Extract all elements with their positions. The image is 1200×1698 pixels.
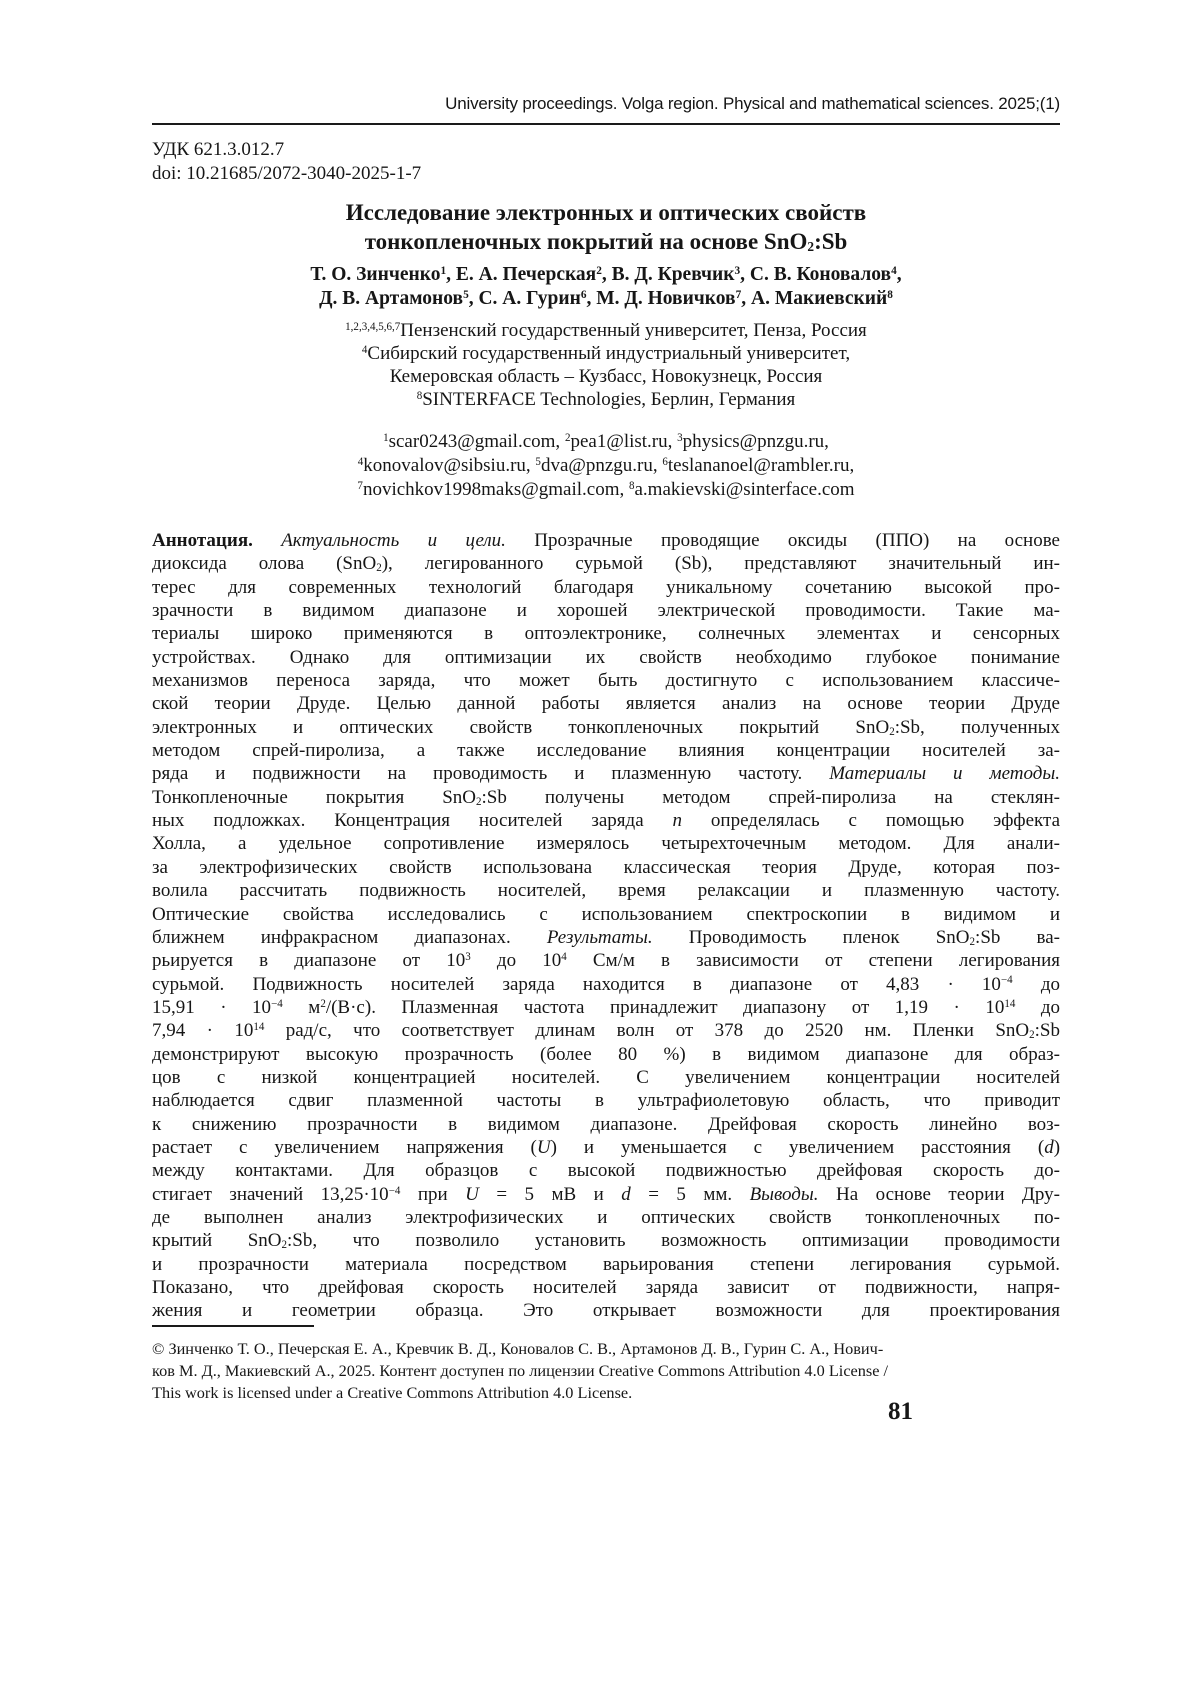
abstract-line: диоксида олова (SnO$_2$), легированного сурьмой (Sb), представляют значительный ин- — [152, 553, 1060, 575]
footnote-line: ков М. Д., Макиевский А., 2025. Контент доступен по лицензии Creative Commons Attribution 4.0 License / — [152, 1360, 889, 1380]
authors-block — [152, 263, 1060, 311]
paper-title-line: Исследование электронных и оптических свойств — [345, 200, 867, 225]
abstract-line: волила рассчитать подвижность носителей, время релаксации и плазменную частоту. — [152, 880, 1060, 902]
emails-block — [152, 430, 1060, 502]
abstract-line: Тонкопленочные покрытия SnO$_2$:Sb получены методом спрей-пиролиза на стеклян- — [152, 786, 1060, 808]
paper-title-line: тонкопленочных покрытий на основе SnO$_2$:Sb — [364, 229, 848, 255]
footnote-rule — [152, 1325, 314, 1327]
affiliation-line: $^4$Сибирский государственный индустриальный университет, — [361, 343, 851, 364]
email-line: $^4$konovalov@sibsiu.ru, $^5$dva@pnzgu.ru, $^6$teslananoel@rambler.ru, — [357, 455, 855, 476]
abstract-line: электронных и оптических свойств тонкопленочных покрытий SnO$_2$:Sb, полученных — [152, 716, 1060, 738]
authors-line: Т. О. Зинченко$^1$, Е. А. Печерская$^2$, В. Д. Кревчик$^3$, С. В. Коновалов$^4$, — [310, 264, 902, 285]
affiliation-line: $^{1,2,3,4,5,6,7}$Пензенский государственный университет, Пенза, Россия — [345, 320, 867, 341]
abstract-line: терес для современных технологий благодаря уникальному сочетанию высокой про- — [152, 576, 1060, 598]
abstract-line: между контактами. Для образцов с высокой подвижностью дрейфовая скорость до- — [152, 1160, 1060, 1182]
abstract-line: за электрофизических свойств использована классическая теория Друде, которая поз- — [152, 856, 1060, 878]
abstract-line: наблюдается сдвиг плазменной частоты в ультрафиолетовую область, что приводит — [152, 1090, 1060, 1112]
abstract-line: и прозрачности материала посредством варьирования степени легирования сурьмой. — [152, 1253, 1060, 1275]
abstract-line: сурьмой. Подвижность носителей заряда находится в диапазоне от $4,83 \cdot 10^{-4}$ до — [152, 973, 1060, 995]
affiliations-block — [152, 319, 1060, 411]
abstract-line: ской теории Друде. Целью данной работы является анализ на основе теории Друде — [152, 693, 1060, 715]
abstract-line: Холла, а удельное сопротивление измерялось четырехточечным методом. Для анали- — [152, 833, 1060, 855]
footnote-line: © Зинченко Т. О., Печерская Е. А., Кревчик В. Д., Коновалов С. В., Артамонов Д. В., Гурин С. А., Нович- — [152, 1338, 884, 1358]
authors-line: Д. В. Артамонов$^5$, С. А. Гурин$^6$, М. Д. Новичков$^7$, А. Макиевский$^8$ — [319, 288, 893, 309]
abstract-block — [152, 529, 1060, 1323]
abstract-line: Показано, что дрейфовая скорость носителей заряда зависит от подвижности, напря- — [152, 1277, 1060, 1298]
abstract-line: методом спрей-пиролиза, а также исследование влияния концентрации носителей за- — [152, 740, 1060, 762]
abstract-line: териалы широко применяются в оптоэлектронике, солнечных элементах и сенсорных — [152, 623, 1060, 645]
abstract-line: к снижению прозрачности в видимом диапазоне. Дрейфовая скорость линейно воз- — [152, 1113, 1060, 1135]
abstract-line: устройствах. Однако для оптимизации их свойств необходимо глубокое понимание — [152, 646, 1060, 668]
affiliation-line: Кемеровская область – Кузбасс, Новокузнецк, Россия — [389, 366, 823, 387]
email-line: $^1$scar0243@gmail.com, $^2$pea1@list.ru, $^3$physics@pnzgu.ru, — [383, 431, 829, 452]
abstract-line: $7,94 \cdot 10^{14}$ рад/с, что соответствует длинам волн от 378 до 2520 нм. Пленки SnO$_2$:Sb — [152, 1020, 1060, 1042]
abstract-line: жения и геометрии образца. Это открывает возможности для проектирования — [152, 1300, 1060, 1322]
header-rule — [152, 123, 1060, 125]
page-content — [152, 0, 1060, 1404]
copyright-footnote — [152, 1338, 1060, 1404]
doi-line: doi: 10.21685/2072-3040-2025-1-7 — [152, 163, 422, 184]
abstract-line: цов с низкой концентрацией носителей. С увеличением концентрации носителей — [152, 1066, 1060, 1088]
abstract-line: демонстрируют высокую прозрачность (более 80 %) в видимом диапазоне для образ- — [152, 1043, 1060, 1065]
abstract-line: Оптические свойства исследовались с использованием спектроскопии в видимом и — [152, 903, 1060, 925]
email-line: $^7$novichkov1998maks@gmail.com, $^8$a.makievski@sinterface.com — [357, 479, 855, 500]
abstract-line: рьируется в диапазоне от $10^3$ до $10^4$ См/м в зависимости от степени легирования — [152, 950, 1060, 972]
affiliation-line: $^8$SINTERFACE Technologies, Берлин, Германия — [416, 389, 796, 410]
running-head: University proceedings. Volga region. Physical and mathematical sciences. 2025;(1) — [445, 94, 1060, 113]
footnote-line: This work is licensed under a Creative Commons Attribution 4.0 License. — [152, 1382, 633, 1402]
abstract-line: $15,91 \cdot 10^{-4}$ $м^2/(В\cdot с)$. Плазменная частота принадлежит диапазону от $1,19 \cdot 10^{14}$ до — [152, 996, 1061, 1018]
abstract-line: де выполнен анализ электрофизических и оптических свойств тонкопленочных по- — [152, 1206, 1060, 1228]
abstract-line: механизмов переноса заряда, что может быть достигнуто с использованием классиче- — [152, 670, 1060, 692]
abstract-line: ближнем инфракрасном диапазонах. Результаты. Проводимость пленок SnO$_2$:Sb ва- — [152, 926, 1060, 948]
abstract-line: зрачности в видимом диапазоне и хорошей электрической проводимости. Такие ма- — [152, 600, 1060, 622]
abstract-line: крытий SnO$_2$:Sb, что позволило установить возможность оптимизации проводимости — [152, 1230, 1060, 1252]
abstract-line: ных подложках. Концентрация носителей заряда n определялась с помощью эффекта — [152, 810, 1061, 832]
abstract-line: Аннотация. Актуальность и цели. Прозрачные проводящие оксиды (ППО) на основе — [152, 530, 1060, 551]
abstract-line: растает с увеличением напряжения (U) и уменьшается с увеличением расстояния (d) — [152, 1136, 1061, 1158]
abstract-line: ряда и подвижности на проводимость и плазменную частоту. Материалы и методы. — [152, 763, 1060, 785]
udk-code: УДК 621.3.012.7 — [152, 139, 285, 160]
abstract-line: стигает значений $13,25\cdot 10^{-4}$ при U = 5 мВ и d = 5 мм. Выводы. На основе теории Дру- — [152, 1183, 1060, 1205]
paper-title — [152, 198, 1060, 256]
page-number: 81 — [888, 1398, 913, 1425]
